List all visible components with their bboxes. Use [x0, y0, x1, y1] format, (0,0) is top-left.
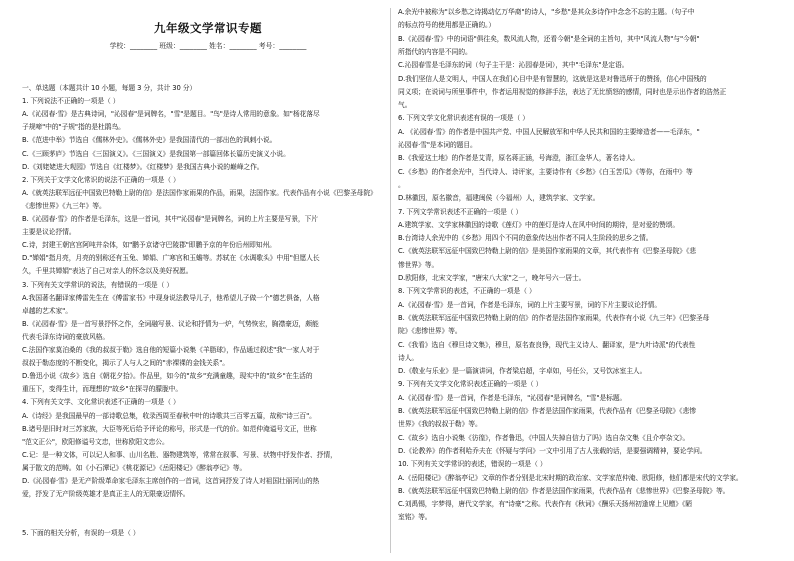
text-line: 。 — [398, 180, 405, 189]
text-line: 2. 下列关于文学文化常识的说法不正确的一项是（ ） — [22, 175, 180, 184]
text-line: C.《乡愁》的作者余光中，当代诗人、诗评家，主要诗作有《乡愁》《白玉苦瓜》《等你，在雨中》等 — [398, 167, 693, 176]
text-line: 沁园春·雪"是本词的题目。 — [398, 141, 477, 149]
text-line: B.《就英法联军远征中国致巴特勒上尉的信》的作者是法国作家雨果，代表作有小说《九三年》《巴黎圣母 — [398, 313, 710, 322]
text-line: B.《范进中举》节选自《儒林外史》。《儒林外史》是我国清代的一部出色的讽刺小说。 — [22, 136, 277, 145]
text-line: 爱，抒发了无产阶级英雄才是真正主人的无限豪迈情怀。 — [22, 490, 190, 499]
text-line: C.《故乡》选自小说集《彷徨》，作者鲁迅，《中国人失掉自信力了吗》选自杂文集《且介亭杂文》。 — [398, 433, 690, 442]
text-line: 子规啼"中的"子规"指的是杜鹃鸟。 — [22, 123, 125, 132]
text-line: D.《敬业与乐业》是一篇演讲词，作者梁启超，字卓如，号任公，又号饮冰室主人。 — [398, 367, 647, 376]
text-line: D."婵娟"指月亮，月亮的别称还有玉兔、婵娟、广寒宫和玉蟾等。苏轼在《水调歌头》中用"但愿人长 — [22, 254, 320, 263]
text-line: 5. 下面的相关分析，有误的一项是（ ） — [22, 529, 140, 538]
text-line: C.诗，封建王朝宫宫阿吨井杂体，如"鹏予京诸守巴陵郡"即鹏予京的年份后州即知州。 — [22, 241, 276, 250]
column-divider — [390, 8, 391, 553]
text-line: B.《沁园春·雪》是一首写景抒怀之作，全词融写景、议论和抒情为一炉，气势恢宏，胸襟豪迈，颇能 — [22, 319, 319, 328]
text-line: 世界》《我的叔叔于勒》等。 — [398, 420, 482, 429]
text-line: 8. 下列文学常识的表述，不正确的一项是（ ） — [398, 287, 536, 296]
text-line: 6. 下列文学文化常识表述有误的一项是（ ） — [398, 114, 529, 123]
text-line: B.诸号是旧时对三苏家族，大臣等死后给予评论的称号，形式是一代的价。如范仲淹谥号文正，世称 — [22, 424, 317, 433]
text-line: 3. 下列有关文学常识的说法，有错误的一项是（ ） — [22, 280, 174, 289]
page-title: 九年级文学常识专题 — [154, 21, 262, 35]
text-line: "范文正公"，欧阳修谥号文忠，世称欧阳文忠公。 — [22, 437, 169, 446]
text-line: 久，千里共婵娟"表达了自己对亲人的怀念以及美好祝愿。 — [22, 267, 193, 276]
text-line: D.林徽因，原名徽音，福建闽侯（今福州）人，建筑学家、文学家。 — [398, 194, 600, 203]
text-line: B.《我爱这土地》的作者是艾青，原名蒋正涵，号海澄，浙江金华人，著名诗人。 — [398, 154, 640, 163]
text-line: 1. 下列说法不正确的一项是（ ） — [22, 97, 120, 106]
text-line: 代表毛泽东诗词的豪放风格。 — [22, 332, 110, 341]
text-line: 4. 下列有关文学、文化常识表述不正确的一项是（ ） — [22, 398, 180, 407]
text-line: 叔叔于勒态度的不断变化，揭示了人与人之间的"赤裸裸的金钱关系"。 — [22, 359, 229, 368]
text-line: C.《就英法联军远征中国致巴特勒上尉的信》是美国作家雨果的文章，其代表作有《巴黎圣母院》《悲 — [398, 247, 696, 256]
text-line: 7. 下列文学常识表述不正确的一项是（ ） — [398, 207, 523, 216]
text-line: 同义项；在说词与所里事件中，作者运用视觉的修辞手法，表达了无比愤怒的感情，同时也是示出作者的浩然正 — [398, 87, 727, 96]
text-line: 9. 下列有关文学文化常识表述正确的一项是（ ） — [398, 380, 543, 389]
text-line: A.《沁园春·雪》是一首词，作者是毛泽东，"沁园春"是词牌名，"雪"是标题。 — [398, 393, 627, 402]
text-line: D.《刘姥姥进大观园》节选自《红楼梦》。《红楼梦》是我国古典小说的巅峰之作。 — [22, 162, 264, 171]
text-line: 一、单选题（本题共计 10 小题，每题 3 分，共计 30 分） — [22, 84, 197, 92]
student-info-line: 学校：________ 班级：________ 姓名：________ 考号：________ — [109, 42, 307, 50]
text-line: 室铭》等。 — [398, 513, 432, 522]
text-line: 主要是议论抒情。 — [22, 228, 76, 237]
text-line: A. 《沁园春·雪》的作者是中国共产党、中国人民解放军和中华人民共和国的主要缔造者——毛泽东，" — [398, 127, 700, 136]
text-line: C.《三顾茅庐》节选自《三国演义》。《三国演义》是我国第一部篇回体长篇历史演义小说。 — [22, 149, 290, 158]
text-line: B.《沁园春·雪》的作者是毛泽东，这是一首词，其中"沁园春"是词牌名，词的上片主要是写景，下片 — [22, 215, 319, 223]
text-line: 诗人。 — [398, 353, 419, 362]
text-line: A.《沁园春·雪》是一首词，作者是毛泽东，词的上片主要写景，词的下片主要议论抒情。 — [398, 300, 662, 309]
text-line: 的标点符号的使用都是正确的。） — [398, 21, 496, 30]
text-line: B.《就英法联军远征中国致巴特勒上尉的信》作者是法国作家雨果，代表作品有《悲惨世界》《巴黎圣母院》等。 — [398, 486, 730, 495]
text-line: A.建筑学家、文学家林徽因的诗歌《莲灯》中的莲灯是诗人在风中时间的期待，是对爱的赞颂。 — [398, 220, 680, 229]
text-line: A.《沁园春·雪》是古典诗词，"沁园春"是词牌名，"雪"是题目。"鸟"是诗人常用的意象。如"杨花落尽 — [22, 110, 320, 119]
text-line: D.鲁迅小说《故乡》选自《朝花夕拾》。作品里，如今的"故乡"充满童趣，现实中的"故乡"在生活的 — [22, 372, 313, 381]
text-line: A.余光中被称为"以乡愁之诗揭动亿万华裔"的诗人，"乡愁"是其众多诗作中念念不忘的主题。（句子中 — [398, 8, 695, 16]
text-line: D.我们坚信人是文明人，中国人在我们心目中是有智慧的，这就是这是对鲁迅所于的赞扬，信心中国残的 — [398, 74, 707, 83]
text-line: C.沁园春雪是毛泽东的词（句子主干是：沁园春是词），其中"毛泽东"是定语。 — [398, 61, 629, 70]
text-line: 重压下，变得生计，而理想的"故乡"在探寻的朦胧中。 — [22, 385, 183, 394]
text-line: A.《就英法联军远征中国致巴特勒上尉的信》是法国作家雨果的作品，雨果，法国作家。代表作品有小说《巴黎圣母院》 — [22, 188, 377, 197]
text-line: 卓越的艺术家"。 — [22, 306, 72, 315]
text-line: 属于散文的范畴。如《小石潭记》《桃花源记》《岳阳楼记》《醉翁亭记》等。 — [22, 463, 247, 472]
text-line: C.刘禹锡，字梦得，唐代文学家，有"诗豪"之称。代表作有《秋词》《酬乐天扬州初逢席上见赠》《陋 — [398, 500, 692, 509]
text-line: B.《就英法联军远征中国致巴特勒上尉的信》作者是法国作家雨果，代表作品有《巴黎圣母院》《悲惨 — [398, 407, 696, 415]
text-line: A.《岳阳楼记》《醉翁亭记》文章的作者分别是北宋时期的政治家、文学家范仲淹、欧阳修，他们都是宋代的文学家。 — [398, 473, 743, 482]
text-line: D.《论教养》的作者利哈乔夫在《怀疑与学问》一文中引用了古人张载的话，是要强调精神，要论学问。 — [398, 446, 707, 455]
text-line: 所指代的内容是不同的。 — [398, 47, 472, 56]
text-line: A.《诗经》是我国最早的一部诗歌总集，收录西周至春秋中叶的诗歌共三百零五篇，故称"诗三百"。 — [22, 411, 316, 420]
text-line: B.台湾诗人余光中的《乡愁》用四个不同的意象传达出作者不同人生阶段的思乡之情。 — [398, 234, 653, 243]
text-line: C.《我看》选自《穆旦诗文集》，穆旦，原名查良铮，现代主义诗人、翻译家，是"九叶诗派"的代表性 — [398, 340, 696, 349]
text-line: A.我国著名翻译家傅雷先生在《傅雷家书》中现身说法教导儿子，他希望儿子做一个"德艺俱备，人格 — [22, 293, 320, 302]
text-line: D.《沁园春·雪》是无产阶级革命家毛泽东主席创作的一首词，这首词抒发了诗人对祖国壮丽河山的热 — [22, 477, 320, 485]
text-line: C.法国作家莫泊桑的《我的叔叔于勒》选自他的短篇小说集《羊脂球》，作品通过叙述"我"一家人对于 — [22, 346, 320, 354]
text-line: 惨世界》等。 — [398, 260, 439, 269]
text-line: 院》《悲惨世界》等。 — [398, 327, 462, 336]
text-line: D.欧阳修，北宋文学家，"唐宋八大家"之一，晚年号六一居士。 — [398, 274, 586, 282]
text-line: 10. 下列有关文学常识的表述，错误的一项是（ ） — [398, 460, 547, 469]
text-line: 气。 — [398, 101, 412, 110]
text-line: C.记：是一种文体，可以记人和事、山川名胜、器物建筑等，常常在叙事、写景、状物中抒发作者、抒情， — [22, 450, 337, 459]
text-line: 《悲惨世界》《九三年》等。 — [22, 201, 106, 210]
text-line: B.《沁园春·雪》中的词语"俱往矣，数风流人物，还看今朝"是全词的主旨句，其中"风流人物"与"今朝" — [398, 34, 700, 43]
